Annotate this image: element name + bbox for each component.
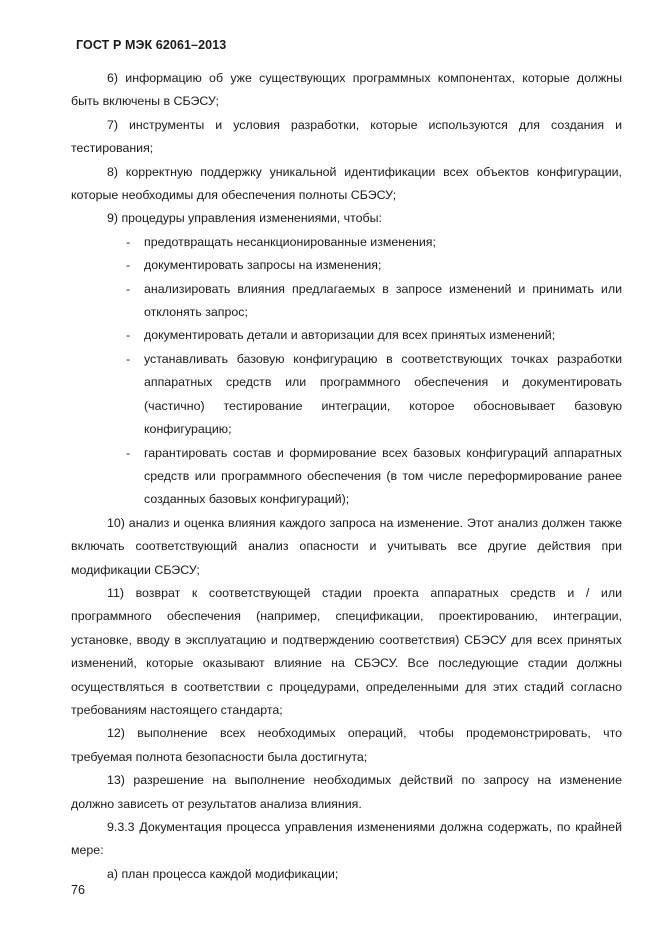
- list-item-10: 10) анализ и оценка влияния каждого запроса на изменение. Этот анализ должен также включать соответствующий анализ опасности и учитывать все другие действия при модификации СБЭСУ;: [71, 515, 622, 577]
- dash-marker: -: [126, 445, 131, 460]
- list-item-8: 8) корректную поддержку уникальной идентификации всех объектов конфигурации, которые необходимы для обеспечения полноты СБЭСУ;: [71, 164, 622, 203]
- list-item-7: 7) инструменты и условия разработки, которые используются для создания и тестирования;: [71, 117, 622, 156]
- dash-marker: -: [126, 281, 131, 296]
- dash-marker: -: [126, 258, 131, 273]
- list-item-13: 13) разрешение на выполнение необходимых действий по запросу на изменение должно зависеть от результатов анализа влияния.: [71, 773, 622, 811]
- sub-list-item: - анализировать влияния предлагаемых в запросе изменений и принимать или отклонять запрос;: [71, 278, 622, 325]
- list-item-a: а) план процесса каждой модификации;: [107, 866, 339, 881]
- dash-marker: -: [126, 351, 131, 366]
- list-item-9: 9) процедуры управления изменениями, чтобы:: [107, 211, 382, 226]
- list-item-6: 6) информацию об уже существующих программных компонентах, которые должны быть включены в СБЭСУ;: [71, 71, 622, 109]
- sub-list-item: - документировать запросы на изменения;: [71, 254, 622, 277]
- clause-9-3-3: 9.3.3 Документация процесса управления изменениями должна содержать, по крайней мере:: [71, 820, 622, 858]
- page-number: 76: [71, 883, 85, 897]
- sub-list-item: - предотвращать несанкционированные изменения;: [71, 231, 622, 254]
- dash-marker: -: [126, 234, 131, 249]
- list-item-11: 11) возврат к соответствующей стадии проекта аппаратных средств и / или программного обеспечения (например, спецификации, проектированию, интеграции, установке, вводу в эксплуатацию и подтверждению соответствия) СБЭСУ для всех принятых изменений, которые оказывают влияние на СБЭСУ. Все последующие стадии должны осуществляться в соответствии с процедурами, определенными для этих стадий согласно требованиям настоящего стандарта;: [71, 585, 622, 717]
- sub-list-item: - документировать детали и авторизации для всех принятых изменений;: [71, 324, 622, 347]
- list-item-12: 12) выполнение всех необходимых операций, чтобы продемонстрировать, что требуемая полнота безопасности была достигнута;: [71, 726, 622, 764]
- document-header: ГОСТ Р МЭК 62061–2013: [76, 38, 227, 52]
- sub-list-item: - гарантировать состав и формирование всех базовых конфигураций аппаратных средств или программного обеспечения (в том числе переформирование ранее созданных базовых конфигураций);: [71, 442, 622, 512]
- sub-list-item: - устанавливать базовую конфигурацию в соответствующих точках разработки аппаратных средств или программного обеспечения и документировать (частично) тестирование интеграции, которое обосновывает базовую конфигурацию;: [71, 348, 622, 442]
- dash-marker: -: [126, 328, 131, 343]
- change-procedures-list: [71, 231, 622, 512]
- page-body: [71, 67, 622, 886]
